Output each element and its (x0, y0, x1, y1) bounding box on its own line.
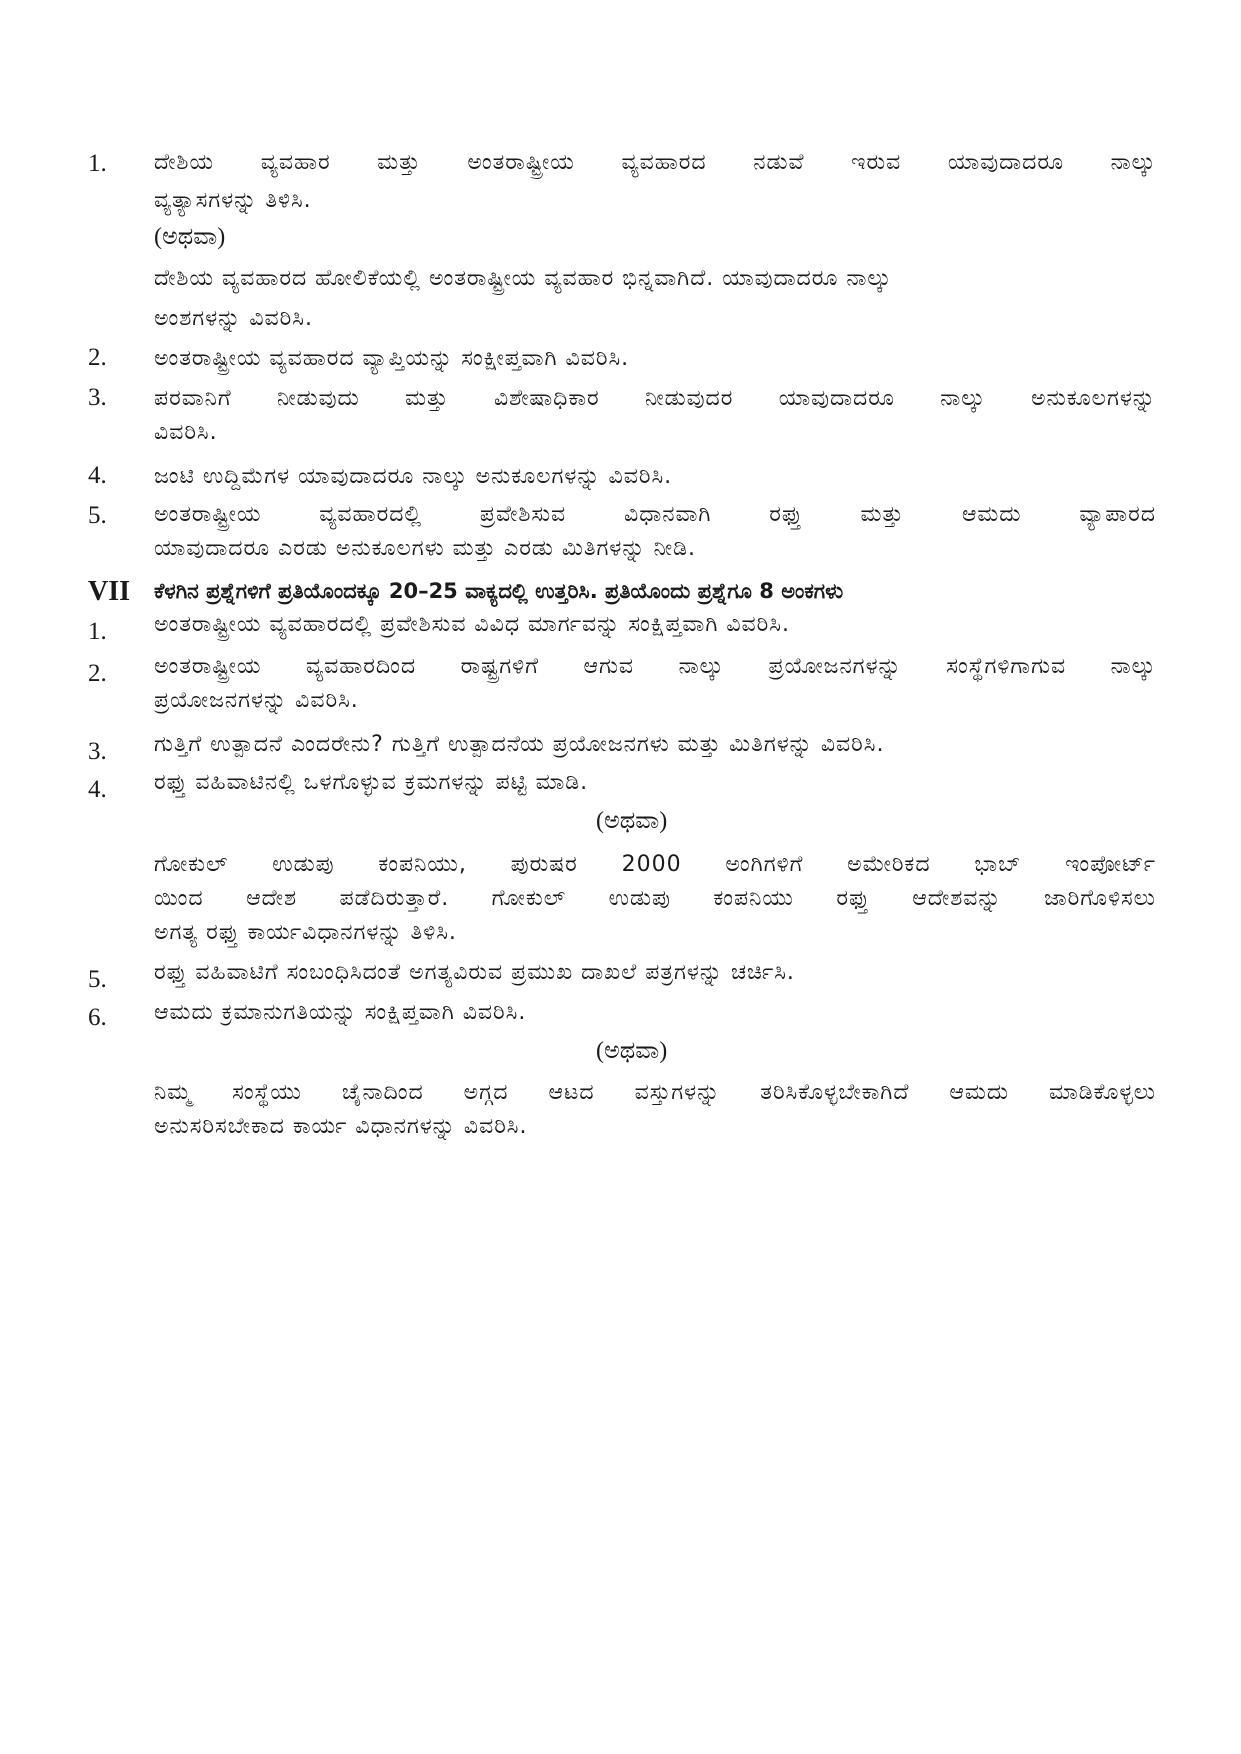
question-text: ಜಂಟಿ ಉದ್ದಿಮೆಗಳ ಯಾವುದಾದರೂ ನಾಲ್ಕು ಅನುಕೂಲಗಳನ್ನು ವಿವರಿಸಿ. (154, 464, 673, 489)
question-text: ಗುತ್ತಿಗೆ ಉತ್ಪಾದನೆ ಎಂದರೇನು? ಗುತ್ತಿಗೆ ಉತ್ಪಾದನೆಯ ಪ್ರಯೋಜನಗಳು ಮತ್ತು ಮಿತಿಗಳನ್ನು ವಿವರಿಸಿ. (154, 732, 885, 757)
question-text: ರಫ್ತು ವಹಿವಾಟಿಗೆ ಸಂಬಂಧಿಸಿದಂತೆ ಅಗತ್ಯವಿರುವ ಪ್ರಮುಖ ದಾಖಲೆ ಪತ್ರಗಳನ್ನು ಚರ್ಚಿಸಿ. (154, 960, 795, 985)
question-number: 4. (88, 776, 107, 803)
alternative-question-text: ದೇಶಿಯ ವ್ಯವಹಾರದ ಹೋಲಿಕೆಯಲ್ಲಿ ಅಂತರಾಷ್ಟ್ರೀಯ ವ್ಯವಹಾರ ಭಿನ್ನವಾಗಿದೆ. ಯಾವುದಾದರೂ ನಾಲ್ಕು (154, 266, 892, 291)
question-number: 6. (88, 1004, 107, 1031)
question-text: ಪರವಾನಿಗೆ ನೀಡುವುದು ಮತ್ತು ವಿಶೇಷಾಧಿಕಾರ ನೀಡುವುದರ ಯಾವುದಾದರೂ ನಾಲ್ಕು ಅನುಕೂಲಗಳನ್ನು (154, 386, 1156, 411)
question-text: ಯಾವುದಾದರೂ ಎರಡು ಅನುಕೂಲಗಳು ಮತ್ತು ಎರಡು ಮಿತಿಗಳನ್ನು ನೀಡಿ. (154, 536, 696, 561)
section-heading: ಕೆಳಗಿನ ಪ್ರಶ್ನೆಗಳಿಗೆ ಪ್ರತಿಯೊಂದಕ್ಕೂ 20–25 ವಾಕ್ಯದಲ್ಲಿ ಉತ್ತರಿಸಿ. ಪ್ರತಿಯೊಂದು ಪ್ರಶ್ನೆಗೂ 8 ಅಂಕಗಳು (154, 579, 844, 603)
question-text: ವ್ಯತ್ಯಾಸಗಳನ್ನು ತಿಳಿಸಿ. (154, 188, 312, 213)
alternative-question-text: ಅಂಶಗಳನ್ನು ವಿವರಿಸಿ. (154, 306, 313, 331)
alternative-question-text: ನಿಮ್ಮ ಸಂಸ್ಥೆಯು ಚೈನಾದಿಂದ ಅಗ್ಗದ ಆಟದ ವಸ್ತುಗಳನ್ನು ತರಿಸಿಕೊಳ್ಳಬೇಕಾಗಿದೆ ಆಮದು ಮಾಡಿಕೊಳ್ಳಲು (154, 1080, 1156, 1105)
question-text: ರಫ್ತು ವಹಿವಾಟಿನಲ್ಲಿ ಒಳಗೊಳ್ಳುವ ಕ್ರಮಗಳನ್ನು ಪಟ್ಟಿ ಮಾಡಿ. (154, 770, 589, 795)
question-text: ಅಂತರಾಷ್ಟ್ರೀಯ ವ್ಯವಹಾರದಲ್ಲಿ ಪ್ರವೇಶಿಸುವ ವಿಧಾನವಾಗಿ ರಫ್ತು ಮತ್ತು ಆಮದು ವ್ಯಾಪಾರದ (154, 502, 1156, 527)
question-text: ಅಂತರಾಷ್ಟ್ರೀಯ ವ್ಯವಹಾರದಿಂದ ರಾಷ್ಟ್ರಗಳಿಗೆ ಆಗುವ ನಾಲ್ಕು ಪ್ರಯೋಜನಗಳನ್ನು ಸಂಸ್ಥೆಗಳಿಗಾಗುವ ನಾಲ್ಕು (154, 654, 1156, 679)
question-number: 3. (88, 384, 107, 411)
question-text: ಆಮದು ಕ್ರಮಾನುಗತಿಯನ್ನು ಸಂಕ್ಷಿಪ್ತವಾಗಿ ವಿವರಿಸಿ. (154, 1000, 527, 1025)
or-label: (ಅಥವಾ) (596, 808, 668, 834)
question-number: 5. (88, 502, 107, 529)
section-number: VII (88, 576, 131, 607)
or-label: (ಅಥವಾ) (596, 1038, 668, 1064)
question-text: ಅಂತರಾಷ್ಟ್ರೀಯ ವ್ಯವಹಾರದ ವ್ಯಾಪ್ತಿಯನ್ನು ಸಂಕ್ಷೀಪ್ತವಾಗಿ ವಿವರಿಸಿ. (154, 346, 630, 371)
question-text: ಅಂತರಾಷ್ಟ್ರೀಯ ವ್ಯವಹಾರದಲ್ಲಿ ಪ್ರವೇಶಿಸುವ ವಿವಿಧ ಮಾರ್ಗವನ್ನು ಸಂಕ್ಷಿಪ್ತವಾಗಿ ವಿವರಿಸಿ. (154, 612, 790, 637)
alternative-question-text: ಅಗತ್ಯ ರಫ್ತು ಕಾರ್ಯವಿಧಾನಗಳನ್ನು ತಿಳಿಸಿ. (154, 920, 457, 945)
question-number: 1. (88, 150, 107, 177)
question-text: ವಿವರಿಸಿ. (154, 420, 218, 445)
question-number: 4. (88, 462, 107, 489)
alternative-question-text: ಯಿಂದ ಆದೇಶ ಪಡೆದಿರುತ್ತಾರೆ. ಗೋಕುಲ್ ಉಡುಪು ಕಂಪನಿಯು ರಫ್ತು ಆದೇಶವನ್ನು ಜಾರಿಗೊಳಿಸಲು (154, 886, 1156, 911)
question-number: 1. (88, 618, 107, 645)
question-number: 3. (88, 738, 107, 765)
question-number: 2. (88, 660, 107, 687)
question-number: 2. (88, 344, 107, 371)
or-label: (ಅಥವಾ) (154, 224, 226, 250)
alternative-question-text: ಅನುಸರಿಸಬೇಕಾದ ಕಾರ್ಯ ವಿಧಾನಗಳನ್ನು ವಿವರಿಸಿ. (154, 1114, 528, 1139)
question-text: ಪ್ರಯೋಜನಗಳನ್ನು ವಿವರಿಸಿ. (154, 688, 359, 713)
question-text: ದೇಶಿಯ ವ್ಯವಹಾರ ಮತ್ತು ಅಂತರಾಷ್ಟ್ರೀಯ ವ್ಯವಹಾರದ ನಡುವೆ ಇರುವ ಯಾವುದಾದರೂ ನಾಲ್ಕು (154, 150, 1156, 175)
question-number: 5. (88, 966, 107, 993)
alternative-question-text: ಗೋಕುಲ್ ಉಡುಪು ಕಂಪನಿಯು, ಪುರುಷರ 2000 ಅಂಗಿಗಳಿಗೆ ಅಮೇರಿಕದ ಭಾಬ್ ಇಂಪೋರ್ಟ್ (154, 852, 1156, 877)
